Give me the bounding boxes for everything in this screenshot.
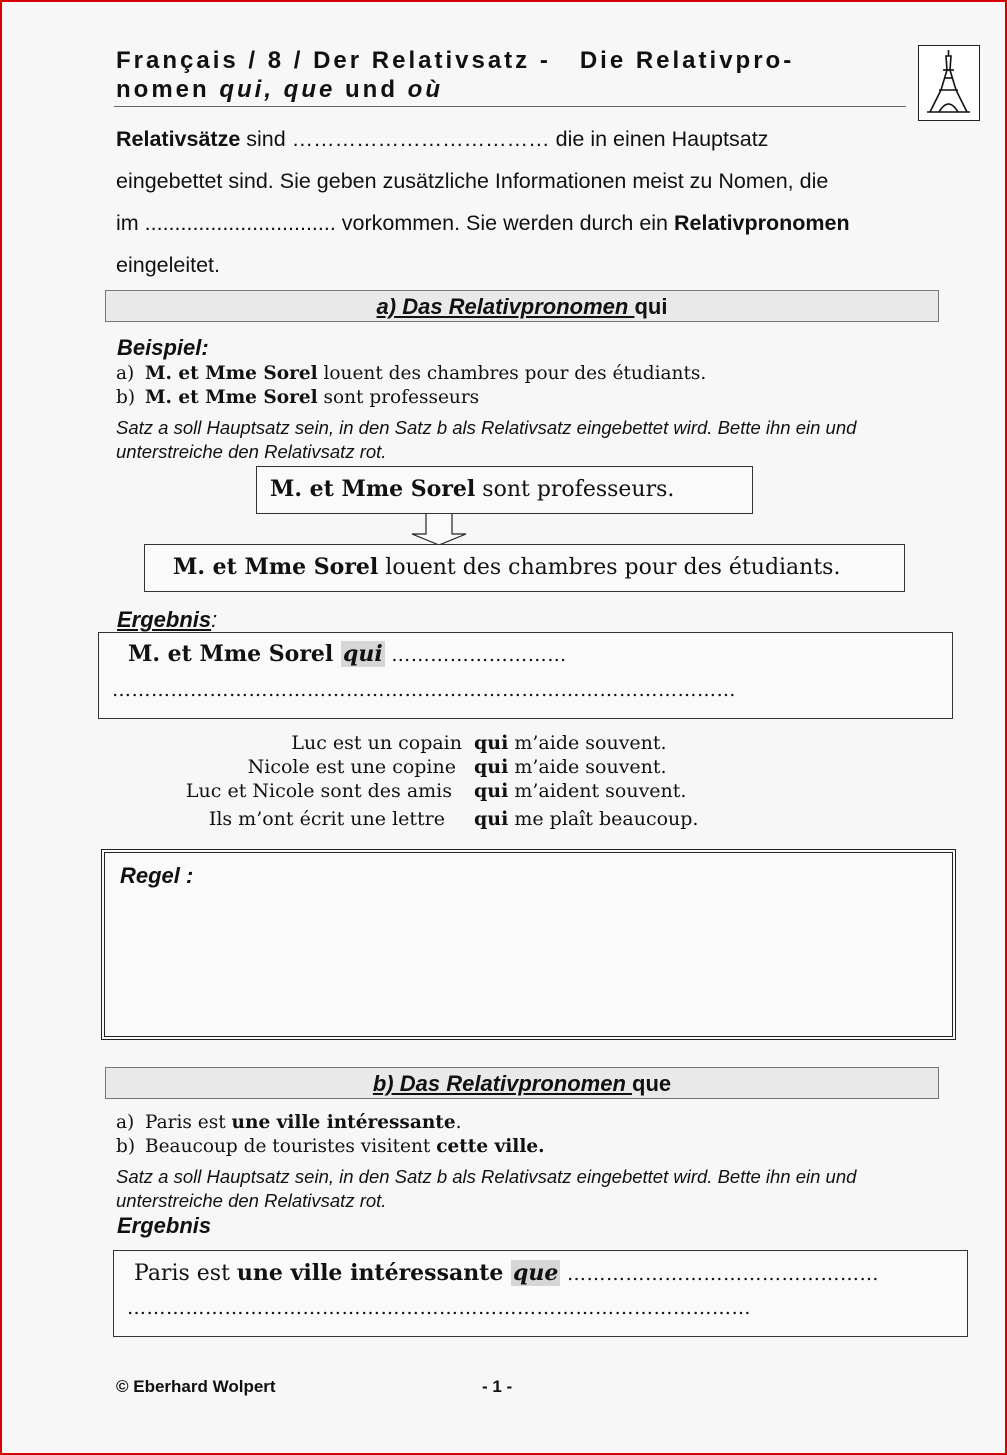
beispiel-label: Beispiel: bbox=[117, 335, 209, 360]
regel-label: Regel : bbox=[120, 863, 194, 888]
instruction-a: Satz a soll Hauptsatz sein, in den Satz b als Relativsatz eingebettet wird. Bette ihn ein und unterstreiche den Relativsatz rot. bbox=[116, 417, 857, 462]
qui-example-2-right: qui m’aide souvent. bbox=[474, 756, 667, 778]
qui-example-1-right: qui m’aide souvent. bbox=[474, 732, 667, 754]
result-line-2: …………………………………………………………………………………… bbox=[112, 679, 736, 701]
intro-line-3: im ................................ vorkommen. Sie werden durch ein Relativpronomen bbox=[116, 211, 850, 235]
section-a-heading: a) Das Relativpronomen qui bbox=[105, 290, 939, 322]
page-number: - 1 - bbox=[482, 1377, 513, 1396]
intro-line-1: Relativsätze sind ……………………………… die in einen Hauptsatz bbox=[116, 127, 769, 151]
qui-example-1-left: Luc est un copain bbox=[291, 732, 462, 754]
sentence-box-1: M. et Mme Sorel sont professeurs. bbox=[256, 466, 753, 514]
result-line-1: M. et Mme Sorel qui ……………………… bbox=[128, 641, 567, 667]
qui-example-3-right: qui m’aident souvent. bbox=[474, 780, 687, 802]
intro-line-2: eingebettet sind. Sie geben zusätzliche Informationen meist zu Nomen, die bbox=[116, 169, 829, 193]
result-b-line-1: Paris est une ville intéressante que ………………………………………… bbox=[134, 1260, 879, 1286]
title-rule bbox=[114, 106, 906, 107]
result-box-b bbox=[113, 1250, 968, 1337]
copyright: © Eberhard Wolpert bbox=[116, 1377, 276, 1396]
section-b-heading: b) Das Relativpronomen que bbox=[105, 1067, 939, 1099]
page-title bbox=[116, 46, 906, 104]
intro-line-4: eingeleitet. bbox=[116, 253, 220, 277]
sentence-box-2: M. et Mme Sorel louent des chambres pour des étudiants. bbox=[144, 544, 905, 592]
title-line-1: Français / 8 / Der Relativsatz - Die Relativpro- bbox=[116, 47, 795, 74]
qui-examples bbox=[0, 731, 1007, 831]
result-b-line-2: …………………………………………………………………………………… bbox=[127, 1297, 751, 1319]
rule-box[interactable] bbox=[101, 849, 956, 1040]
ergebnis-label-b: Ergebnis bbox=[117, 1213, 212, 1238]
instruction-b: Satz a soll Hauptsatz sein, in den Satz b als Relativsatz eingebettet wird. Bette ihn ein und unterstreiche den Relativsatz rot. bbox=[116, 1166, 857, 1211]
example-b: b) M. et Mme Sorel sont professeurs bbox=[116, 387, 480, 408]
eiffel-tower-icon bbox=[918, 45, 980, 121]
arrow-down-icon bbox=[408, 514, 470, 546]
result-box-a bbox=[98, 632, 953, 719]
example-b-a: a) Paris est une ville intéressante. bbox=[116, 1112, 462, 1133]
qui-example-2-left: Nicole est une copine bbox=[247, 756, 456, 778]
qui-example-4-left: Ils m’ont écrit une lettre bbox=[208, 808, 445, 830]
qui-example-3-left: Luc et Nicole sont des amis bbox=[185, 780, 452, 802]
intro-paragraph bbox=[116, 118, 946, 286]
title-line-2: nomen qui, que und où bbox=[116, 76, 443, 103]
ergebnis-label-a: Ergebnis: bbox=[117, 607, 218, 632]
example-a: a) M. et Mme Sorel louent des chambres pour des étudiants. bbox=[116, 363, 707, 384]
qui-example-4-right: qui me plaît beaucoup. bbox=[474, 808, 699, 830]
example-b-b: b) Beaucoup de touristes visitent cette ville. bbox=[116, 1136, 545, 1157]
